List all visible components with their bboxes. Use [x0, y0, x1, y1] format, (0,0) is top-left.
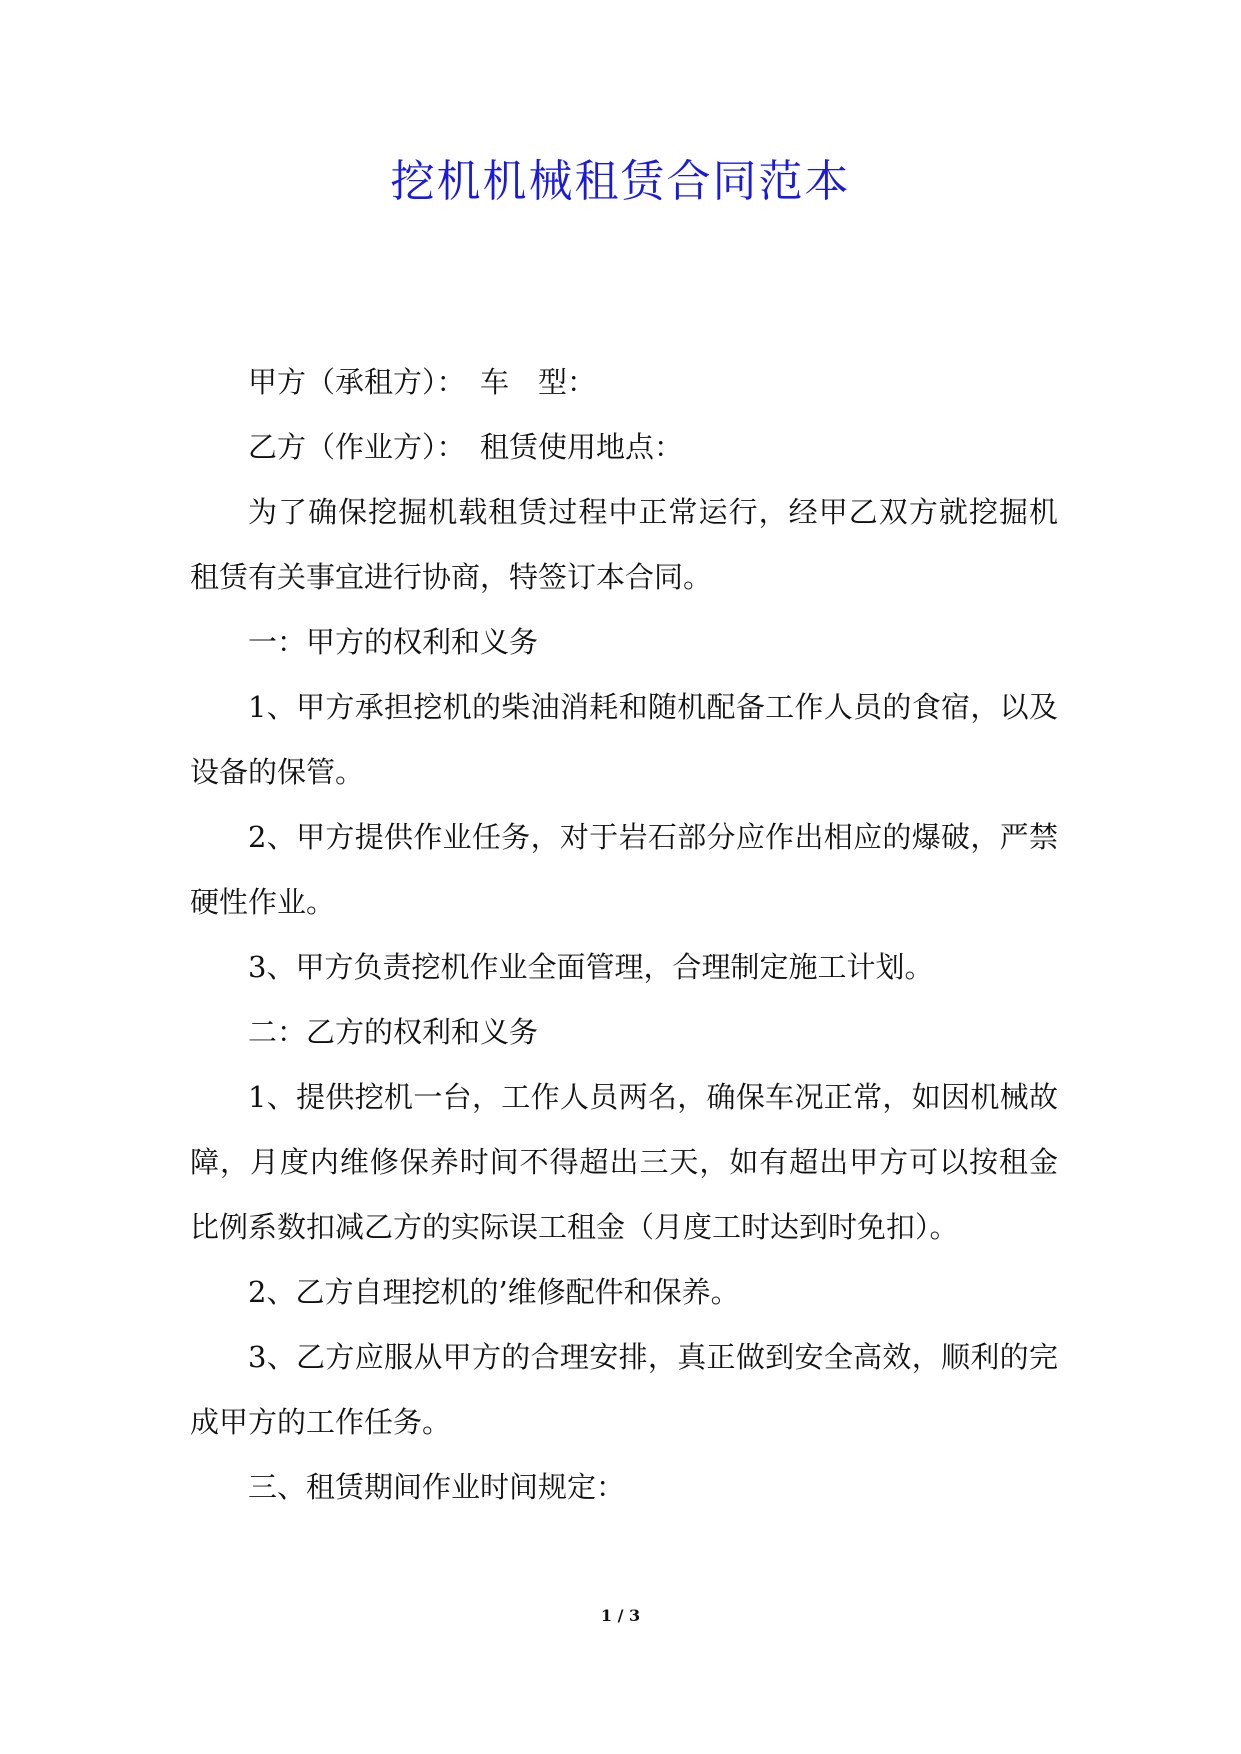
- section-heading-3: 三、租赁期间作业时间规定：: [248, 1470, 626, 1504]
- paragraph-1-1: 1、甲方承担挖机的柴油消耗和随机配备工作人员的食宿，以及设备的保管。: [190, 690, 1058, 789]
- section-heading-1: 一：甲方的权利和义务: [248, 625, 539, 659]
- section-heading-2: 二：乙方的权利和义务: [248, 1015, 539, 1049]
- document-title: 挖机机械租赁合同范本: [390, 156, 851, 207]
- paragraph-2-2: 2、乙方自理挖机的’维修配件和保养。: [248, 1275, 740, 1309]
- paragraph-2-1: 1、提供挖机一台，工作人员两名，确保车况正常，如因机械故障，月度内维修保养时间不得超出三天，如有超出甲方可以按租金比例系数扣减乙方的实际误工租金（月度工时达到时免扣）。: [190, 1080, 1058, 1244]
- paragraph-1-2: 2、甲方提供作业任务，对于岩石部分应作出相应的爆破，严禁硬性作业。: [190, 820, 1058, 919]
- paragraph-1-3: 3、甲方负责挖机作业全面管理，合理制定施工计划。: [248, 950, 934, 984]
- paragraph-intro: 为了确保挖掘机载租赁过程中正常运行，经甲乙双方就挖掘机租赁有关事宜进行协商，特签订本合同。: [190, 495, 1058, 594]
- paragraph-party-b: 乙方（作业方）： 租赁使用地点：: [248, 430, 684, 464]
- paragraph-2-3: 3、乙方应服从甲方的合理安排，真正做到安全高效，顺利的完成甲方的工作任务。: [190, 1340, 1058, 1439]
- paragraph-party-a: 甲方（承租方）： 车 型：: [248, 365, 597, 399]
- page-number: 1 / 3: [600, 1606, 641, 1625]
- document-body: [190, 350, 1058, 1520]
